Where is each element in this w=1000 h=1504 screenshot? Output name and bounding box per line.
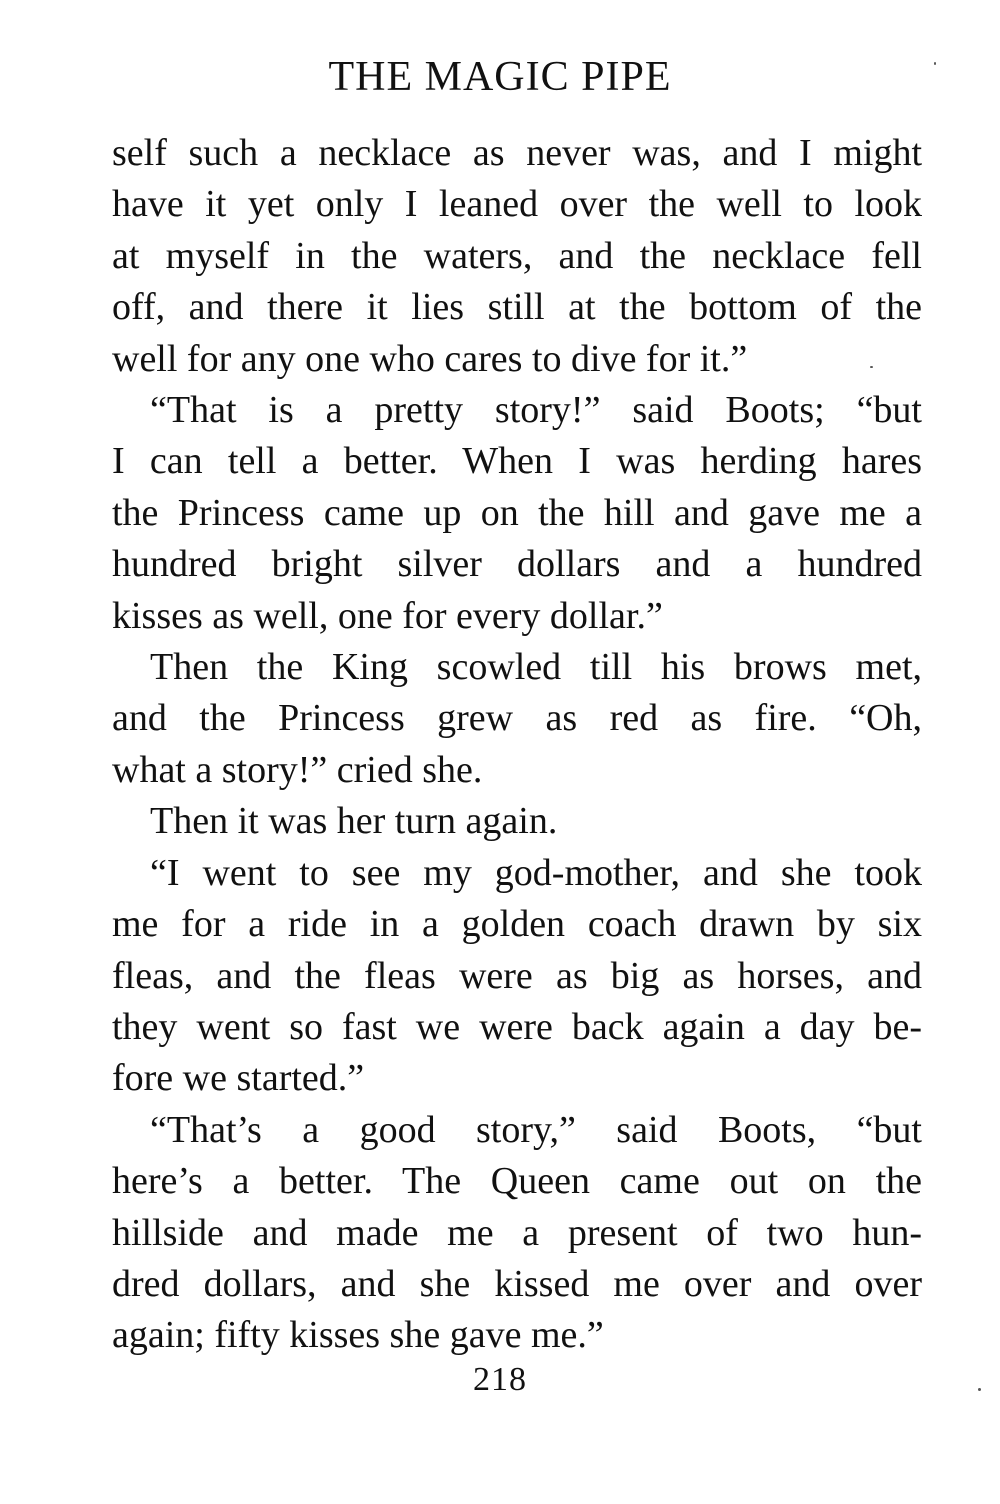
text-line: here’s a better. The Queen came out on the — [112, 1160, 922, 1203]
text-line: I can tell a better. When I was herding hares — [112, 440, 922, 483]
running-header: THE MAGIC PIPE — [328, 54, 672, 100]
text-line: “That is a pretty story!” said Boots; “but — [150, 389, 922, 432]
scan-speck — [934, 62, 936, 65]
text-line: well for any one who cares to dive for it.” — [112, 337, 748, 380]
text-line: they went so fast we were back again a day be- — [112, 1005, 922, 1048]
text-line: hillside and made me a present of two hun- — [112, 1211, 922, 1254]
text-line: the Princess came up on the hill and gave me a — [112, 491, 922, 534]
scan-speck — [978, 1388, 981, 1391]
page-number: 218 — [473, 1361, 527, 1398]
text-line: “That’s a good story,” said Boots, “but — [150, 1108, 922, 1151]
text-line: me for a ride in a golden coach drawn by six — [112, 903, 922, 946]
text-line: “I went to see my god-mother, and she took — [150, 851, 922, 894]
text-line: again; fifty kisses she gave me.” — [112, 1314, 604, 1357]
text-line: at myself in the waters, and the necklace fell — [112, 234, 922, 277]
text-line: what a story!” cried she. — [112, 748, 483, 791]
text-line: hundred bright silver dollars and a hundred — [112, 543, 922, 586]
text-line: kisses as well, one for every dollar.” — [112, 594, 663, 637]
scan-speck — [870, 366, 873, 368]
text-line: Then the King scowled till his brows met, — [150, 646, 922, 689]
text-line: off, and there it lies still at the bottom of the — [112, 286, 922, 329]
text-line: dred dollars, and she kissed me over and over — [112, 1262, 922, 1305]
text-line: and the Princess grew as red as fire. “Oh, — [112, 697, 922, 740]
body-text — [112, 128, 922, 1362]
text-line: self such a necklace as never was, and I might — [112, 132, 922, 174]
text-line: fleas, and the fleas were as big as horses, and — [112, 954, 922, 997]
text-line: Then it was her turn again. — [150, 800, 558, 843]
text-line: have it yet only I leaned over the well to look — [112, 183, 922, 226]
text-line: fore we started.” — [112, 1057, 365, 1100]
